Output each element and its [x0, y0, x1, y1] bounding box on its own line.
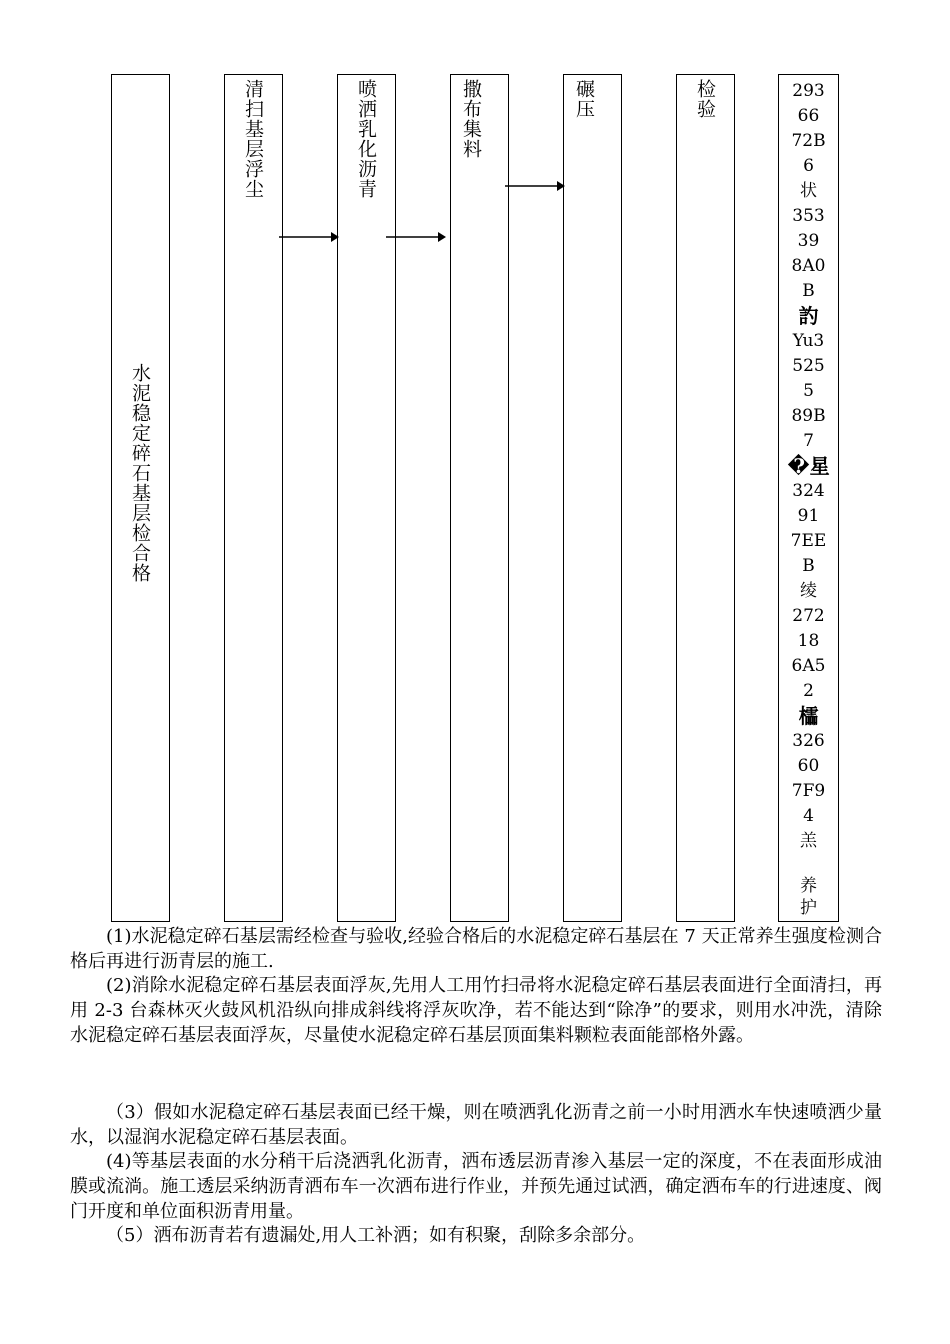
maintenance-char: 养: [800, 876, 817, 896]
code-line: 353: [792, 206, 825, 226]
arrow-right-icon: [279, 231, 339, 243]
code-line: 66: [797, 106, 820, 126]
maintenance-label: [779, 875, 838, 919]
code-line: 6A5: [791, 656, 826, 676]
flow-box-spray: [337, 74, 396, 922]
code-line: 2: [803, 681, 814, 701]
flow-box-base: [111, 74, 170, 922]
flow-label-spread: 撒布集料: [460, 79, 482, 159]
arrow-right-icon: [505, 180, 565, 192]
code-line: �星: [787, 454, 830, 478]
code-line: 7: [803, 431, 814, 451]
flow-box-inspect: [676, 74, 735, 922]
code-line: 525: [792, 356, 825, 376]
code-line: 櫺: [798, 704, 819, 728]
code-line: 訋: [798, 304, 819, 328]
code-line: Yu3: [792, 331, 825, 351]
code-line: B: [802, 281, 815, 301]
code-line: 91: [797, 506, 820, 526]
code-line: 89B: [791, 406, 826, 426]
paragraph-3: （3）假如水泥稳定碎石基层表面已经干燥，则在喷洒乳化沥青之前一小时用洒水车快速喷洒少量水，以湿润水泥稳定碎石基层表面。: [70, 1102, 882, 1148]
code-line: 60: [797, 756, 820, 776]
flow-label-roll: 碾压: [573, 79, 595, 119]
code-line: 6: [803, 156, 814, 176]
flow-box-roll: [563, 74, 622, 922]
code-line: 18: [797, 631, 820, 651]
paragraph-1: (1)水泥稳定碎石基层需经检查与验收,经验合格后的水泥稳定碎石基层在 7 天正常养生强度检测合格后再进行沥青层的施工.: [70, 926, 882, 972]
flow-box-maintenance: [778, 74, 839, 922]
paragraph-4: (4)等基层表面的水分稍干后浇洒乳化沥青，洒布透层沥青渗入基层一定的深度，不在表面形成油膜或流淌。施工透层采纳沥青洒布车一次洒布进行作业，并预先通过试洒，确定洒布车的行进速度、阀门开度和单位面积沥青用量。: [70, 1151, 882, 1222]
code-line: 4: [803, 806, 814, 826]
code-line: 绫: [800, 581, 817, 601]
code-line: 状: [800, 181, 817, 201]
flow-label-sweep: 清扫基层浮尘: [242, 79, 264, 199]
code-line: 272: [792, 606, 825, 626]
code-line: 7EE: [790, 531, 827, 551]
maintenance-char: 护: [800, 898, 817, 918]
flow-label-spray: 喷洒乳化沥青: [355, 79, 377, 199]
code-line: 5: [803, 381, 814, 401]
code-line: B: [802, 556, 815, 576]
paragraph-2: (2)消除水泥稳定碎石基层表面浮灰,先用人工用竹扫帚将水泥稳定碎石基层表面进行全面清扫，再用 2-3 台森林灭火鼓风机沿纵向排成斜线将浮灰吹净，若不能达到“除净”的要求，则用水冲洗，清除水泥稳定碎石基层表面浮灰，尽量使水泥稳定碎石基层顶面集料颗粒表面能部格外露。: [70, 975, 882, 1046]
flow-label-base: 水泥稳定碎石基层检合格: [129, 363, 151, 583]
code-line: 羔: [800, 831, 817, 851]
code-line: 324: [792, 481, 825, 501]
code-line: 8A0: [791, 256, 826, 276]
code-line: 39: [797, 231, 820, 251]
flow-box-sweep: [224, 74, 283, 922]
flow-box-spread: [450, 74, 509, 922]
paragraph-5: （5）洒布沥青若有遗漏处,用人工补洒；如有积聚，刮除多余部分。: [106, 1225, 646, 1246]
code-line: 72B: [791, 131, 826, 151]
code-line: 293: [792, 81, 825, 101]
code-line: 326: [792, 731, 825, 751]
garbled-code-list: [779, 79, 838, 854]
flow-label-inspect: 检验: [694, 79, 716, 119]
arrow-right-icon: [386, 231, 446, 243]
code-line: 7F9: [791, 781, 826, 801]
